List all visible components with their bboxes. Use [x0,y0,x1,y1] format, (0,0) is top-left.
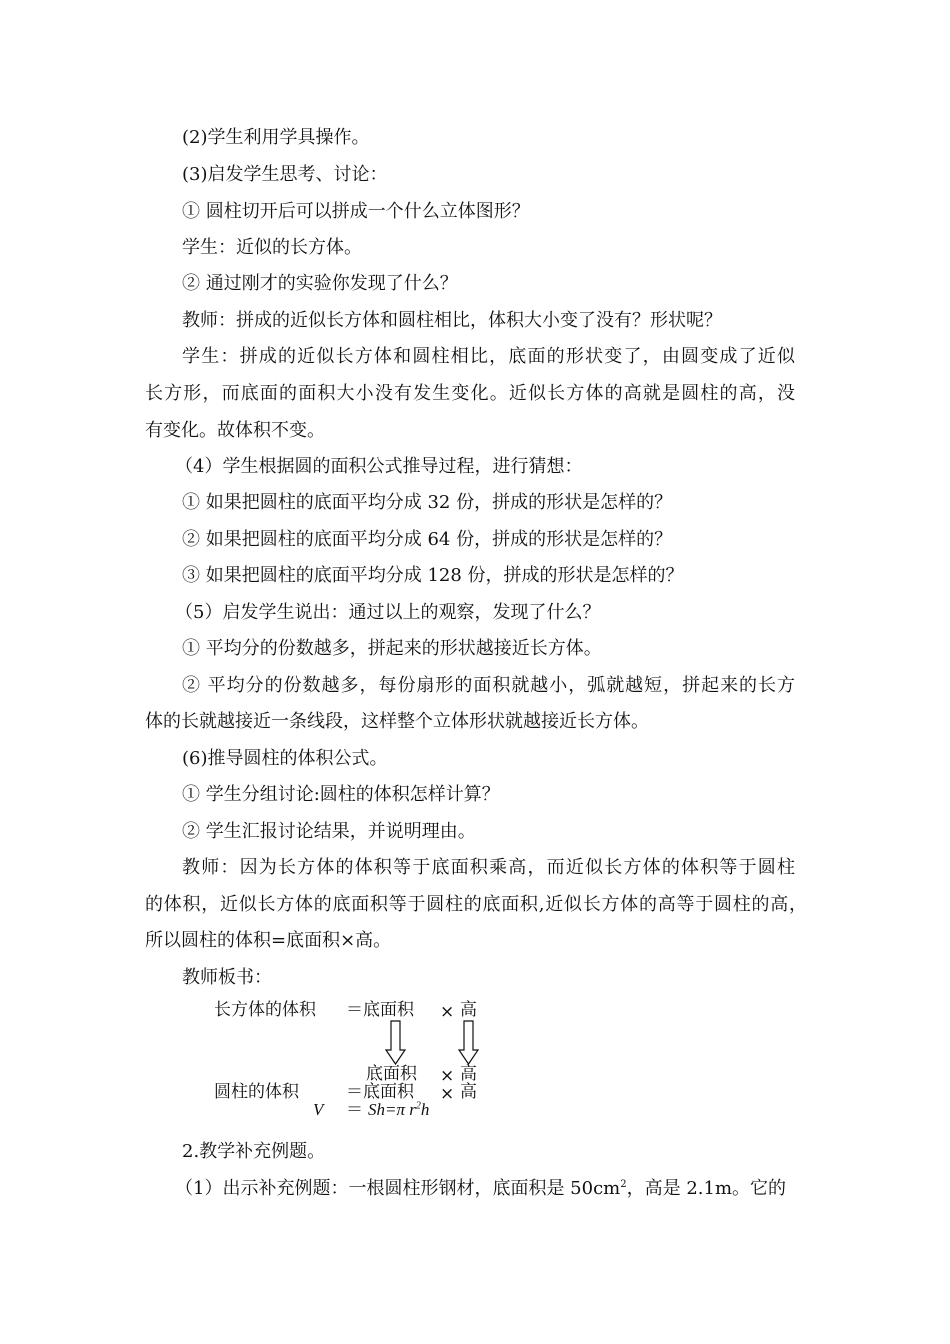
paragraph: ② 如果把圆柱的底面平均分成 64 份，拼成的形状是怎样的？ [182,529,673,550]
down-arrow-icon [386,1021,405,1064]
board-row4-formula: Sh=π $r^2h$ [368,1100,430,1119]
paragraph: (2)学生利用学具操作。 [182,127,370,148]
paragraph: 的体积，近似长方体的底面积等于圆柱的底面积,近似长方体的高等于圆柱的高， [145,894,807,915]
paragraph: 学生：近似的长方体。 [182,237,362,258]
paragraph: ① 平均分的份数越多，拼起来的形状越接近长方体。 [182,638,602,659]
paragraph: 长方形，而底面的面积大小没有发生变化。近似长方体的高就是圆柱的高，没 [145,383,795,404]
board-row3-times: × [440,1084,455,1104]
board-row2-base: 底面积 [366,1064,417,1084]
down-arrow-icon [459,1021,478,1064]
paragraph: 学生：拼成的近似长方体和圆柱相比，底面的形状变了，由圆变成了近似 [182,346,795,367]
paragraph: 教师：因为长方体的体积等于底面积乘高，而近似长方体的体积等于圆柱 [182,857,795,878]
paragraph: ② 学生汇报讨论结果，并说明理由。 [182,821,476,842]
paragraph: 教师：拼成的近似长方体和圆柱相比，体积大小变了没有？形状呢？ [182,310,722,331]
paragraph: ① 如果把圆柱的底面平均分成 32 份，拼成的形状是怎样的？ [182,492,673,513]
board-row1-left: 长方体的体积 [214,1000,316,1020]
board-row4-eq: ＝ [346,1100,363,1120]
board-row1-eq: ＝底面积 [346,1000,414,1020]
paragraph: 2.教学补充例题。 [182,1141,326,1162]
paragraph: ① 圆柱切开后可以拼成一个什么立体图形？ [182,201,530,222]
paragraph: 有变化。故体积不变。 [145,420,325,441]
board-row1-times: × [440,1002,455,1022]
paragraph: 教师板书： [182,967,272,988]
board-row2-h: 高 [460,1064,477,1084]
paragraph-last: （1）出示补充例题：一根圆柱形钢材，底面积是 $50cm^2$，高是 2.1m。它的 [175,1178,787,1199]
paragraph: ② 通过刚才的实验你发现了什么？ [182,273,458,294]
paragraph: (6)推导圆柱的体积公式。 [182,748,388,769]
paragraph: ① 学生分组讨论:圆柱的体积怎样计算？ [182,784,500,805]
board-row1-h: 高 [460,1000,477,1020]
paragraph: ② 平均分的份数越多，每份扇形的面积就越小，弧就越短，拼起来的长方 [182,675,795,696]
paragraph: （4）学生根据圆的面积公式推导过程，进行猜想： [175,456,583,477]
board-row3-h: 高 [460,1082,477,1102]
board-row3-eq: ＝底面积 [346,1082,414,1102]
paragraph: （5）启发学生说出：通过以上的观察，发现了什么？ [175,602,601,623]
down-arrow-icons [385,1020,485,1066]
paragraph: ③ 如果把圆柱的底面平均分成 128 份，拼成的形状是怎样的？ [182,565,684,586]
paragraph: 所以圆柱的体积=底面积×高。 [145,930,392,951]
paragraph: 体的长就越接近一条线段，这样整个立体形状就越接近长方体。 [145,711,649,732]
board-row4-v: V [313,1100,324,1119]
paragraph: (3)启发学生思考、讨论： [182,164,388,185]
board-row2-times: × [440,1066,455,1086]
board-row3-left: 圆柱的体积 [214,1082,299,1102]
